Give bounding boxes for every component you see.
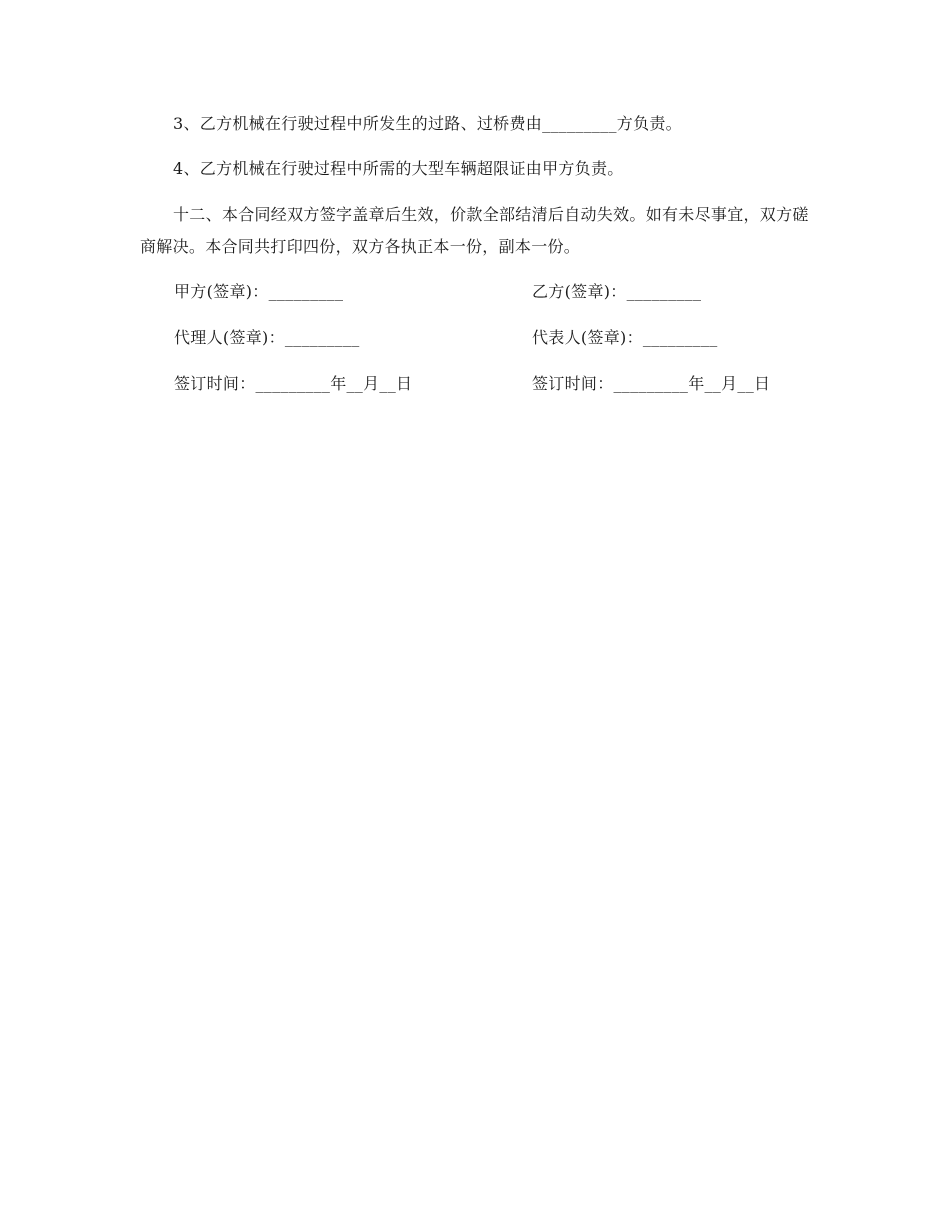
signature-row-agents	[0, 325, 950, 351]
agent-signature-field: 代理人(签章)：_________	[174, 328, 360, 347]
sign-date-left-field: 签订时间：_________年__月__日	[174, 374, 413, 393]
clause-12-effectiveness: 十二、本合同经双方签字盖章后生效，价款全部结清后自动失效。如有未尽事宜，双方磋商解决。本合同共打印四份，双方各执正本一份，副本一份。	[140, 205, 809, 256]
signature-row-parties	[0, 279, 950, 305]
representative-signature-field: 代表人(签章)：_________	[532, 328, 718, 347]
clause-4-oversize-permit: 4、乙方机械在行驶过程中所需的大型车辆超限证由甲方负责。	[173, 159, 624, 178]
signature-row-dates	[0, 371, 950, 397]
party-b-signature-field: 乙方(签章)：_________	[532, 282, 702, 301]
sign-date-right-field: 签订时间：_________年__月__日	[532, 374, 771, 393]
clause-3-toll-fees: 3、乙方机械在行驶过程中所发生的过路、过桥费由_________方负责。	[173, 114, 682, 133]
party-a-signature-field: 甲方(签章)：_________	[174, 282, 344, 301]
